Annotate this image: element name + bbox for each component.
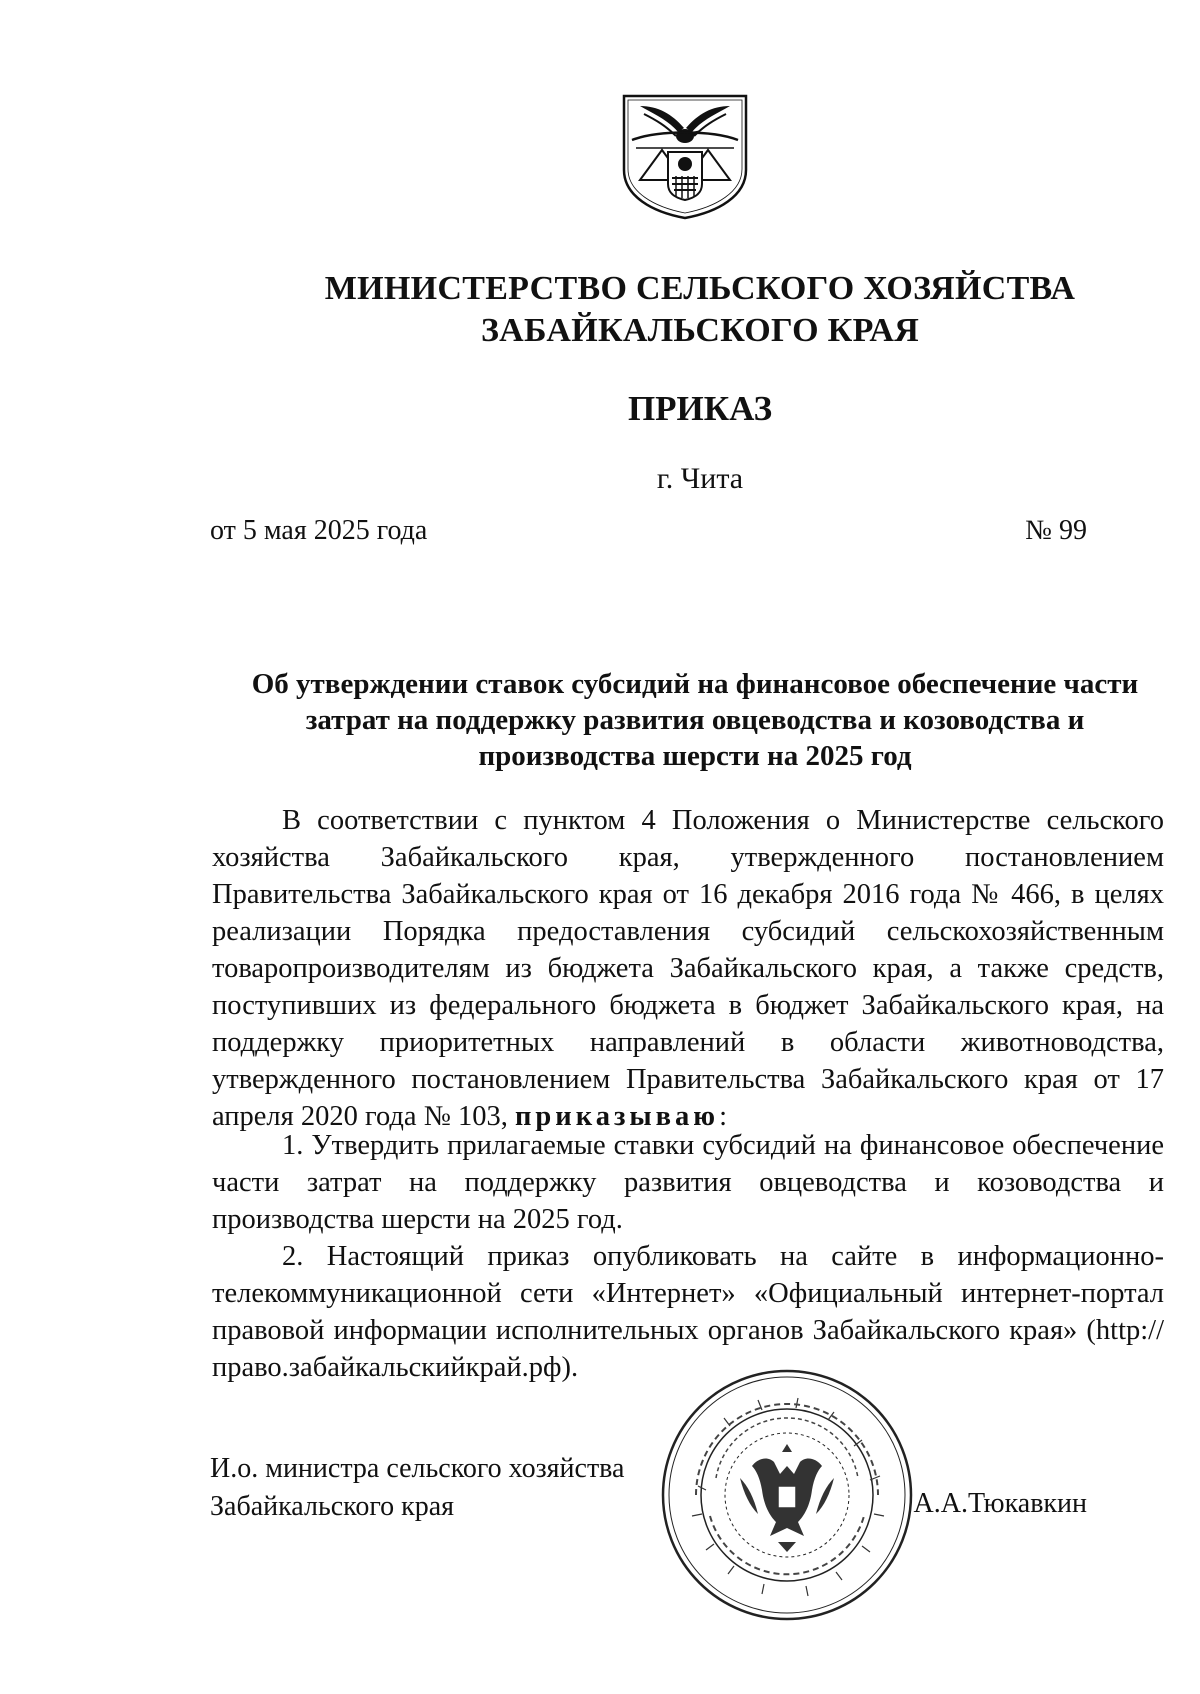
signatory-title [210, 1450, 624, 1526]
coat-of-arms-icon [618, 92, 752, 220]
preamble-paragraph [212, 802, 1164, 1135]
preamble-text: В соответствии с пунктом 4 Положения о Министерстве сельского хозяйства Забайкальского края, утвержденного постановлением Правительства Забайкальского края от 16 декабря 2016 года № 466, в целях реализации Порядка предоставления субсидий сельскохозяйственным товаропроизводителям из бюджета Забайкальского края, а также средств, поступивших из федерального бюджета в бюджет Забайкальского края, на поддержку приоритетных направлений в области животноводства, утвержденного постановлением Правительства Забайкальского края от 17 апреля 2020 года № 103, [212, 805, 1164, 1132]
signatory-title-line2: Забайкальского края [210, 1491, 455, 1522]
order-item-2 [212, 1238, 1164, 1386]
preamble-colon: : [719, 1101, 727, 1132]
signatory-title-line1: И.о. министра сельского хозяйства [210, 1453, 625, 1484]
signatory-name: А.А.Тюкавкин [913, 1488, 1087, 1519]
order-keyword: приказываю [515, 1101, 720, 1132]
order-number: № 99 [1025, 515, 1087, 546]
official-stamp-icon [658, 1366, 916, 1624]
order-date: от 5 мая 2025 года [210, 515, 428, 546]
ministry-name-line1: МИНИСТЕРСТВО СЕЛЬСКОГО ХОЗЯЙСТВА [324, 270, 1076, 307]
order-subject: Об утверждении ставок субсидий на финансовое обеспечение части затрат на поддержку развития овцеводства и козоводства и производства шерсти на 2025 год [251, 668, 1139, 772]
city: г. Чита [656, 462, 744, 495]
order-title: ПРИКАЗ [627, 389, 773, 428]
order-item-1 [212, 1127, 1164, 1238]
order-item-1-text: 1. Утвердить прилагаемые ставки субсидий на финансовое обеспечение части затрат на поддержку развития овцеводства и козоводства и производства шерсти на 2025 год. [212, 1130, 1164, 1235]
order-item-2-text: 2. Настоящий приказ опубликовать на сайте в информационно-телекоммуникационной сети «Интернет» «Официальный интернет-портал правовой информации исполнительных органов Забайкальского края» (http://право.забайкальскийкрай.рф). [212, 1241, 1164, 1383]
ministry-name-line2: ЗАБАЙКАЛЬСКОГО КРАЯ [480, 312, 920, 349]
